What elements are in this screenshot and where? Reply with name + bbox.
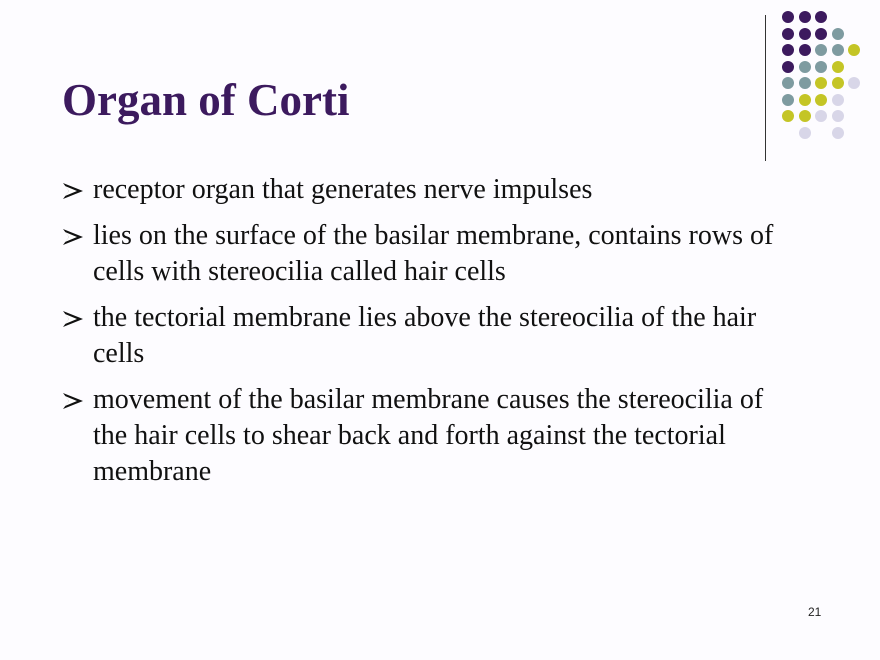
decorative-dot [782,77,794,89]
decorative-dot [832,110,844,122]
decorative-dot [815,61,827,73]
bullet-item [62,300,802,372]
decorative-dot [832,127,844,139]
decorative-dot [799,110,811,122]
decorative-dot [782,44,794,56]
bullet-item [62,382,802,490]
decorative-dot [815,11,827,23]
decorative-dot [782,61,794,73]
decorative-dot [815,110,827,122]
decorative-dot [782,110,794,122]
decorative-dot [799,94,811,106]
decorative-dot [799,61,811,73]
decorative-dot [832,77,844,89]
decorative-dot [799,77,811,89]
decorative-dot [799,44,811,56]
decorative-dot [832,61,844,73]
decorative-dot [848,77,860,89]
decorative-dot [799,127,811,139]
dot-grid-icon [782,11,857,151]
bullet-item [62,172,802,208]
decorative-dot [815,94,827,106]
decorative-dot [799,28,811,40]
arrow-bullet-icon [62,228,84,246]
arrow-bullet-icon [62,310,84,328]
decorative-dot [832,28,844,40]
decorative-dot [832,44,844,56]
decorative-dot [815,28,827,40]
decorative-dot [799,11,811,23]
page-number: 21 [808,605,822,619]
decorative-dot [782,28,794,40]
decorative-dot [815,44,827,56]
decorative-dot [848,44,860,56]
bullet-item [62,218,802,290]
bullet-list [62,172,802,500]
decorative-dot [782,11,794,23]
title-divider-line [765,15,766,161]
slide-title: Organ of Corti [62,75,350,125]
decorative-dot [832,94,844,106]
arrow-bullet-icon [62,392,84,410]
bullet-text: the tectorial membrane lies above the stereocilia of the hair cells [93,302,757,369]
bullet-text: movement of the basilar membrane causes the stereocilia of the hair cells to shear back and forth against the tectorial membrane [93,384,764,487]
decorative-dot [815,77,827,89]
bullet-text: receptor organ that generates nerve impulses [93,174,593,205]
decorative-dot [782,94,794,106]
bullet-text: lies on the surface of the basilar membrane, contains rows of cells with stereocilia called hair cells [93,220,774,287]
arrow-bullet-icon [62,182,84,200]
